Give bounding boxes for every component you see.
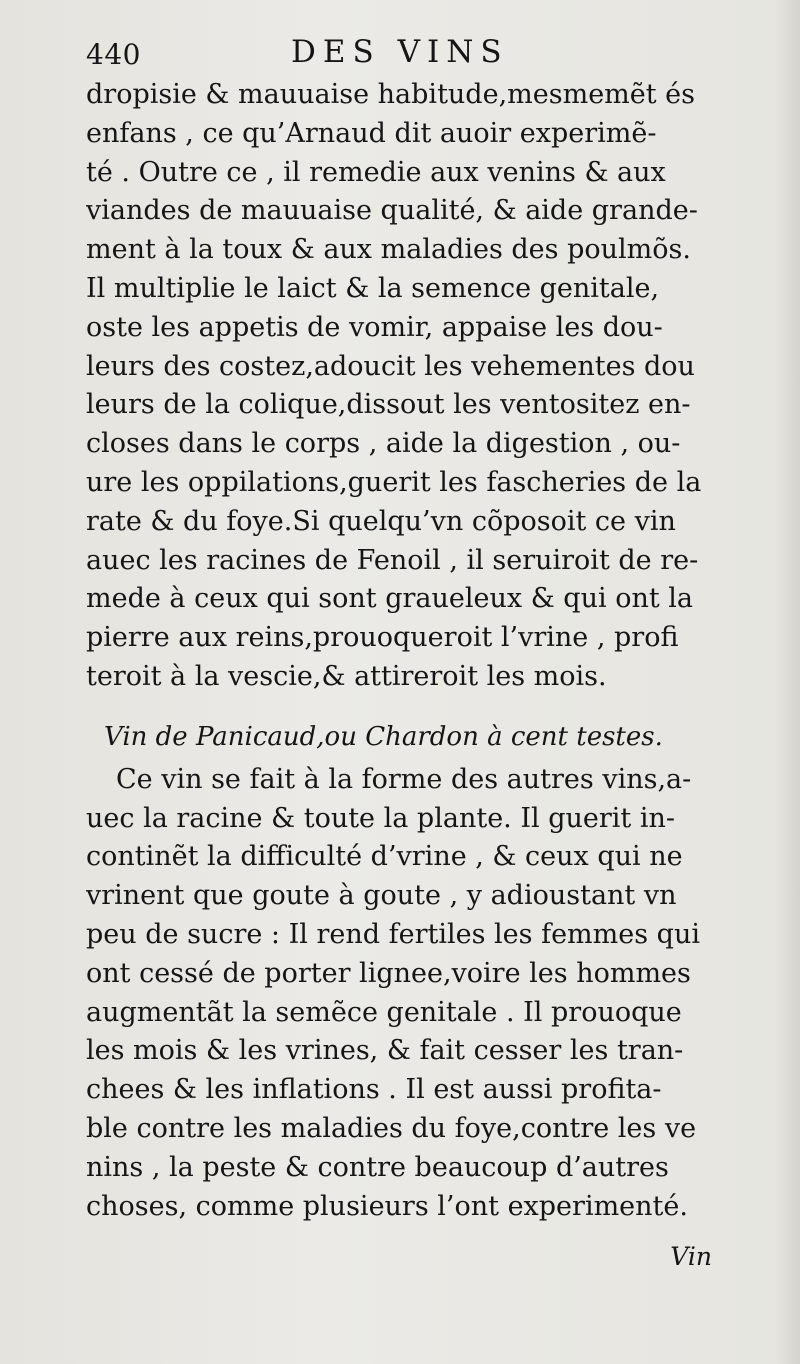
text-line: choses, comme plusieurs l’ont experimenté. <box>86 1190 688 1222</box>
text-line: augmentãt la semẽce genitale . Il prouoque <box>86 996 682 1028</box>
page-header <box>86 32 722 76</box>
text-line: oste les appetis de vomir, appaise les dou- <box>86 311 663 343</box>
text-line: leurs des costez,adoucit les vehementes dou <box>86 350 695 382</box>
text-line: viandes de mauuaise qualité, & aide grande- <box>86 195 698 227</box>
text-line: Ce vin se fait à la forme des autres vins,a- <box>116 763 692 795</box>
running-title: DES VINS <box>291 34 509 70</box>
section-title: Vin de Panicaud,ou Chardon à cent testes. <box>104 721 663 752</box>
catchword: Vin <box>670 1242 712 1271</box>
text-line: ure les oppilations,guerit les fascheries de la <box>86 466 702 498</box>
text-line: teroit à la vescie,& attireroit les mois. <box>86 660 607 692</box>
text-line: pierre aux reins,prouoqueroit l’vrine , profi <box>86 622 679 654</box>
body-text <box>86 76 722 1226</box>
text-line: leurs de la colique,dissout les ventositez en- <box>86 389 691 421</box>
text-line: chees & les inflations . Il est aussi profita- <box>86 1074 662 1106</box>
text-line: uec la racine & toute la plante. Il guerit in- <box>86 802 675 834</box>
text-line: ble contre les maladies du foye,contre les ve <box>86 1112 697 1144</box>
text-line: vrinent que goute à goute , y adioustant vn <box>86 880 677 912</box>
page-number: 440 <box>86 38 141 71</box>
text-line: ment à la toux & aux maladies des poulmõs. <box>86 234 691 266</box>
text-line: ont cessé de porter lignee,voire les hommes <box>86 957 691 989</box>
text-line: closes dans le corps , aide la digestion , ou- <box>86 428 681 460</box>
text-line: Il multiplie le laict & la semence genitale, <box>86 272 660 304</box>
text-line: auec les racines de Fenoil , il seruiroit de re- <box>86 544 699 576</box>
text-line: peu de sucre : Il rend fertiles les femmes qui <box>86 918 700 950</box>
text-line: continẽt la difficulté d’vrine , & ceux qui ne <box>86 841 683 873</box>
text-line: mede à ceux qui sont graueleux & qui ont la <box>86 583 694 615</box>
text-line: rate & du foye.Si quelqu’vn cõposoit ce vin <box>86 505 676 537</box>
text-line: enfans , ce qu’Arnaud dit auoir experimẽ- <box>86 117 657 149</box>
text-line: les mois & les vrines, & fait cesser les tran- <box>86 1035 684 1067</box>
text-line: nins , la peste & contre beaucoup d’autres <box>86 1151 669 1183</box>
text-line: té . Outre ce , il remedie aux venins & aux <box>86 156 666 188</box>
page-edge-shadow <box>774 0 800 1364</box>
text-line: dropisie & mauuaise habitude,mesmemẽt és <box>86 79 696 110</box>
